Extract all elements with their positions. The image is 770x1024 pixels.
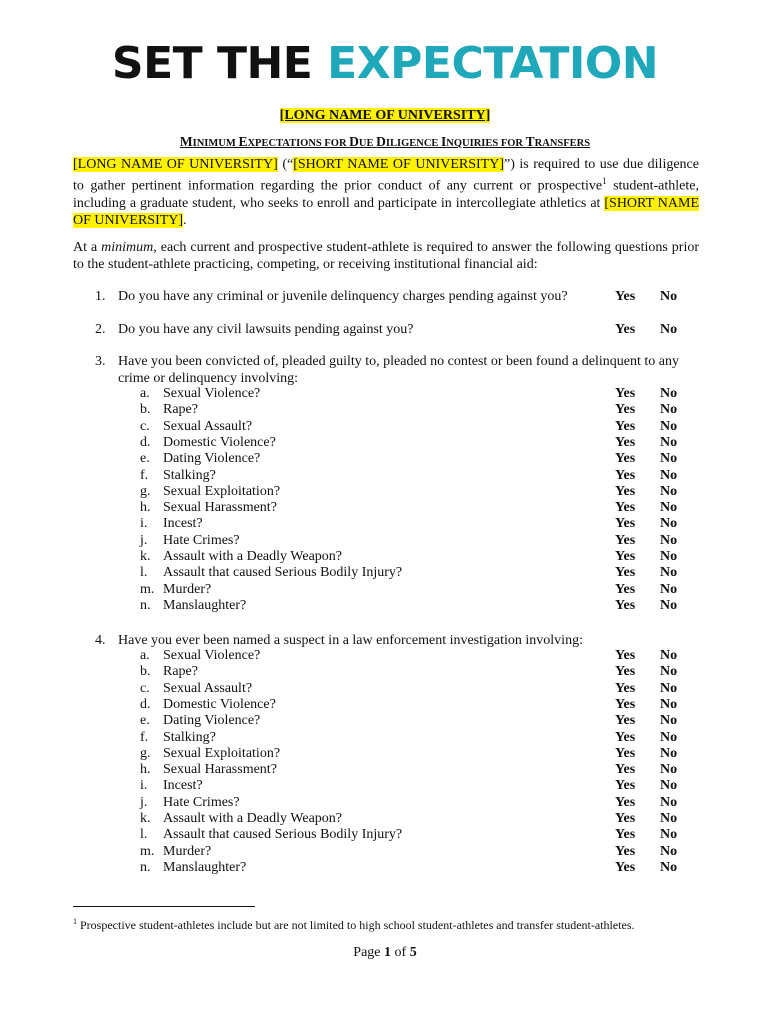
sub-question-text: Sexual Violence? xyxy=(163,386,261,401)
intro-paragraph xyxy=(73,156,699,229)
sub-question-letter: e. xyxy=(140,713,150,729)
yes-option[interactable]: Yes xyxy=(615,516,636,532)
sub-question-letter: c. xyxy=(140,680,150,696)
sub-question-text: Dating Violence? xyxy=(163,451,261,467)
yes-option[interactable]: Yes xyxy=(615,745,636,761)
sub-question-letter: f. xyxy=(140,729,149,745)
sub-question-row xyxy=(73,795,699,811)
sub-question-row xyxy=(73,500,699,516)
question-number: 3. xyxy=(95,354,106,369)
sub-question-row xyxy=(73,762,699,778)
intro-text: ”) is required to use due diligence to gather pertinent information regarding the prior conduct of any current or prospective xyxy=(73,157,699,194)
no-option[interactable]: No xyxy=(660,827,678,843)
sub-question-row xyxy=(73,549,699,565)
footnote-text: Prospective student-athletes include but are not limited to high school student-athletes and transfer student-athletes. xyxy=(77,918,635,932)
no-option[interactable]: No xyxy=(660,811,678,826)
no-option[interactable]: No xyxy=(660,500,678,516)
intro-text: (“ xyxy=(277,157,294,172)
yes-option[interactable]: Yes xyxy=(615,794,636,810)
intro-text: student-athlete, including a graduate student, who seeks to enroll and participate in intercollegiate athletics at xyxy=(73,178,699,211)
sub-question-letter: b. xyxy=(140,664,151,680)
sub-question-row xyxy=(73,827,699,843)
sub-question-row xyxy=(73,730,699,746)
sub-question-row xyxy=(73,435,699,451)
no-option[interactable]: No xyxy=(660,467,678,483)
sub-question-letter: j. xyxy=(140,794,148,810)
sub-question-letter: i. xyxy=(140,778,148,794)
question-2 xyxy=(73,321,699,338)
yes-option[interactable]: Yes xyxy=(615,402,636,418)
sub-question-letter: b. xyxy=(140,402,151,418)
logo xyxy=(0,40,770,88)
yes-option[interactable]: Yes xyxy=(615,843,636,859)
sub-question-letter: c. xyxy=(140,418,150,434)
subtitle-part: ILIGENCE xyxy=(385,138,442,149)
sub-question-letter: a. xyxy=(140,648,150,663)
subtitle-part: T xyxy=(525,134,535,149)
sub-question-row xyxy=(73,664,699,680)
yes-option[interactable]: Yes xyxy=(615,778,636,794)
sub-question-text: Hate Crimes? xyxy=(163,794,240,810)
sub-question-row xyxy=(73,746,699,762)
sub-question-text: Incest? xyxy=(163,778,203,794)
sub-question-text: Murder? xyxy=(163,581,212,597)
yes-option[interactable]: Yes xyxy=(615,597,636,613)
sub-question-letter: e. xyxy=(140,451,150,467)
sub-question-row xyxy=(73,565,699,581)
sub-question-row xyxy=(73,811,699,827)
intro-text: . xyxy=(183,212,187,228)
subtitle-part: D xyxy=(376,134,386,149)
no-option[interactable]: No xyxy=(660,664,678,680)
subtitle-part: E xyxy=(238,134,248,149)
document-title xyxy=(0,107,770,125)
page-of: of xyxy=(391,945,410,960)
no-option[interactable]: No xyxy=(660,402,678,418)
no-option[interactable]: No xyxy=(660,549,678,564)
no-option[interactable]: No xyxy=(660,859,678,875)
yes-option[interactable]: Yes xyxy=(615,532,636,548)
no-option[interactable]: No xyxy=(660,483,678,499)
footnote-mark: 1 xyxy=(73,917,77,926)
sub-question-row xyxy=(73,844,699,860)
subtitle-part: RANSFERS xyxy=(534,138,591,149)
sub-question-text: Manslaughter? xyxy=(163,597,247,613)
sub-question-text: Assault that caused Serious Bodily Injury? xyxy=(163,565,403,581)
sub-question-text: Sexual Harassment? xyxy=(163,762,277,778)
page-total: 5 xyxy=(409,945,417,960)
no-option[interactable]: No xyxy=(660,794,678,810)
sub-question-text: Rape? xyxy=(163,664,198,680)
short-name-highlight: [SHORT NAME OF UNIVERSITY] xyxy=(293,157,504,172)
logo-part-1: SET THE xyxy=(111,38,328,89)
minimum-paragraph xyxy=(73,239,699,273)
yes-option[interactable]: Yes xyxy=(615,451,636,467)
yes-option[interactable]: Yes xyxy=(615,386,636,401)
yes-option[interactable]: Yes xyxy=(615,680,636,696)
page-number xyxy=(0,945,770,961)
sub-question-row xyxy=(73,386,699,402)
sub-question-letter: m. xyxy=(140,843,155,859)
no-option[interactable]: No xyxy=(660,745,678,761)
sub-question-letter: d. xyxy=(140,434,151,450)
no-option[interactable]: No xyxy=(660,843,678,859)
sub-question-letter: h. xyxy=(140,500,151,516)
subtitle-part: INIMUM xyxy=(192,138,239,149)
sub-question-row xyxy=(73,648,699,664)
question-number: 4. xyxy=(95,633,106,648)
sub-question-text: Assault with a Deadly Weapon? xyxy=(163,549,343,564)
sub-question-row xyxy=(73,598,699,614)
yes-option[interactable]: Yes xyxy=(615,811,636,826)
sub-question-text: Dating Violence? xyxy=(163,713,261,729)
sub-question-letter: h. xyxy=(140,762,151,778)
sub-question-row xyxy=(73,468,699,484)
page-prefix: Page xyxy=(353,945,385,960)
sub-question-text: Stalking? xyxy=(163,729,216,745)
question-text: Have you ever been named a suspect in a law enforcement investigation involving: xyxy=(118,633,583,648)
minimum-text: , each current and prospective student-athlete is required to answer the following questions prior to the student-athlete practicing, competing, or receiving institutional financial aid: xyxy=(73,240,699,272)
subtitle-part: M xyxy=(179,134,193,149)
yes-option[interactable]: Yes xyxy=(615,664,636,680)
yes-option[interactable]: Yes xyxy=(615,581,636,597)
question-1 xyxy=(73,288,699,305)
yes-option[interactable]: Yes xyxy=(615,762,636,778)
sub-question-row xyxy=(73,516,699,532)
sub-question-letter: k. xyxy=(140,549,151,564)
no-option[interactable]: No xyxy=(660,289,678,304)
question-number: 1. xyxy=(95,289,106,304)
no-option[interactable]: No xyxy=(660,532,678,548)
page-current: 1 xyxy=(384,945,392,960)
sub-question-row xyxy=(73,860,699,876)
no-option[interactable]: No xyxy=(660,322,678,337)
document-subtitle xyxy=(0,133,770,153)
sub-question-letter: l. xyxy=(140,565,148,581)
no-option[interactable]: No xyxy=(660,680,678,696)
no-option[interactable]: No xyxy=(660,565,678,581)
question-text: Do you have any civil lawsuits pending against you? xyxy=(118,322,414,337)
sub-question-row xyxy=(73,533,699,549)
question-number: 2. xyxy=(95,322,106,337)
yes-option[interactable]: Yes xyxy=(615,565,636,581)
subtitle-part: NQUIRIES FOR xyxy=(446,138,526,149)
subtitle-part: XPECTATIONS FOR xyxy=(247,138,350,149)
footnote-divider xyxy=(73,906,255,907)
sub-question-letter: g. xyxy=(140,745,151,761)
sub-question-row xyxy=(73,681,699,697)
sub-question-letter: n. xyxy=(140,597,151,613)
no-option[interactable]: No xyxy=(660,418,678,434)
yes-option[interactable]: Yes xyxy=(615,648,636,663)
no-option[interactable]: No xyxy=(660,516,678,532)
sub-question-letter: a. xyxy=(140,386,150,401)
sub-question-letter: g. xyxy=(140,483,151,499)
yes-option[interactable]: Yes xyxy=(615,729,636,745)
yes-option[interactable]: Yes xyxy=(615,483,636,499)
sub-question-letter: n. xyxy=(140,859,151,875)
subtitle-part: I xyxy=(441,134,447,149)
footnote-reference: 1 xyxy=(602,176,607,186)
sub-question-text: Sexual Exploitation? xyxy=(163,745,281,761)
sub-question-text: Incest? xyxy=(163,516,203,532)
sub-question-text: Domestic Violence? xyxy=(163,696,276,712)
no-option[interactable]: No xyxy=(660,434,678,450)
no-option[interactable]: No xyxy=(660,597,678,613)
sub-question-text: Manslaughter? xyxy=(163,859,247,875)
sub-question-row xyxy=(73,582,699,598)
yes-option[interactable]: Yes xyxy=(615,713,636,729)
minimum-emphasis: minimum xyxy=(101,240,154,255)
sub-question-text: Stalking? xyxy=(163,467,216,483)
yes-option[interactable]: Yes xyxy=(615,696,636,712)
no-option[interactable]: No xyxy=(660,648,678,663)
question-text: Have you been convicted of, pleaded guilty to, pleaded no contest or been found a delinquent to any crime or delinquency involving: xyxy=(118,354,679,386)
yes-option[interactable]: Yes xyxy=(615,467,636,483)
minimum-text: At a xyxy=(73,240,102,255)
no-option[interactable]: No xyxy=(660,581,678,597)
sub-question-row xyxy=(73,713,699,729)
no-option[interactable]: No xyxy=(660,696,678,712)
sub-question-letter: i. xyxy=(140,516,148,532)
sub-question-text: Rape? xyxy=(163,402,198,418)
title-highlight: [LONG NAME OF UNIVERSITY] xyxy=(279,108,491,123)
yes-option[interactable]: Yes xyxy=(615,289,636,304)
sub-question-row xyxy=(73,402,699,418)
subtitle-part: UE xyxy=(358,138,377,149)
sub-question-row xyxy=(73,451,699,467)
yes-option[interactable]: Yes xyxy=(615,500,636,516)
sub-question-text: Sexual Violence? xyxy=(163,648,261,663)
sub-question-letter: m. xyxy=(140,581,155,597)
sub-question-text: Sexual Exploitation? xyxy=(163,483,281,499)
sub-question-row xyxy=(73,484,699,500)
yes-option[interactable]: Yes xyxy=(615,549,636,564)
sub-question-text: Sexual Assault? xyxy=(163,680,253,696)
sub-question-row xyxy=(73,778,699,794)
sub-question-letter: f. xyxy=(140,467,149,483)
sub-question-letter: d. xyxy=(140,696,151,712)
sub-question-text: Sexual Harassment? xyxy=(163,500,277,516)
no-option[interactable]: No xyxy=(660,778,678,794)
sub-question-row xyxy=(73,697,699,713)
long-name-highlight: [LONG NAME OF UNIVERSITY] xyxy=(73,157,278,172)
sub-question-text: Domestic Violence? xyxy=(163,434,276,450)
yes-option[interactable]: Yes xyxy=(615,418,636,434)
yes-option[interactable]: Yes xyxy=(615,827,636,843)
yes-option[interactable]: Yes xyxy=(615,434,636,450)
no-option[interactable]: No xyxy=(660,713,678,729)
no-option[interactable]: No xyxy=(660,729,678,745)
sub-question-letter: k. xyxy=(140,811,151,826)
subtitle-part: D xyxy=(349,134,359,149)
sub-question-letter: l. xyxy=(140,827,148,843)
short-name-highlight-2: [SHORT NAME OF UNIVERSITY] xyxy=(73,195,700,228)
sub-question-text: Assault with a Deadly Weapon? xyxy=(163,811,343,826)
question-text: Do you have any criminal or juvenile delinquency charges pending against you? xyxy=(118,289,568,304)
logo-part-2: EXPECTATION xyxy=(327,38,659,89)
yes-option[interactable]: Yes xyxy=(615,859,636,875)
footnote xyxy=(73,914,635,933)
no-option[interactable]: No xyxy=(660,762,678,778)
yes-option[interactable]: Yes xyxy=(615,322,636,337)
sub-question-text: Sexual Assault? xyxy=(163,418,253,434)
sub-question-row xyxy=(73,419,699,435)
sub-question-text: Assault that caused Serious Bodily Injury? xyxy=(163,827,403,843)
sub-question-letter: j. xyxy=(140,532,148,548)
sub-question-text: Hate Crimes? xyxy=(163,532,240,548)
no-option[interactable]: No xyxy=(660,386,678,401)
no-option[interactable]: No xyxy=(660,451,678,467)
sub-question-text: Murder? xyxy=(163,843,212,859)
